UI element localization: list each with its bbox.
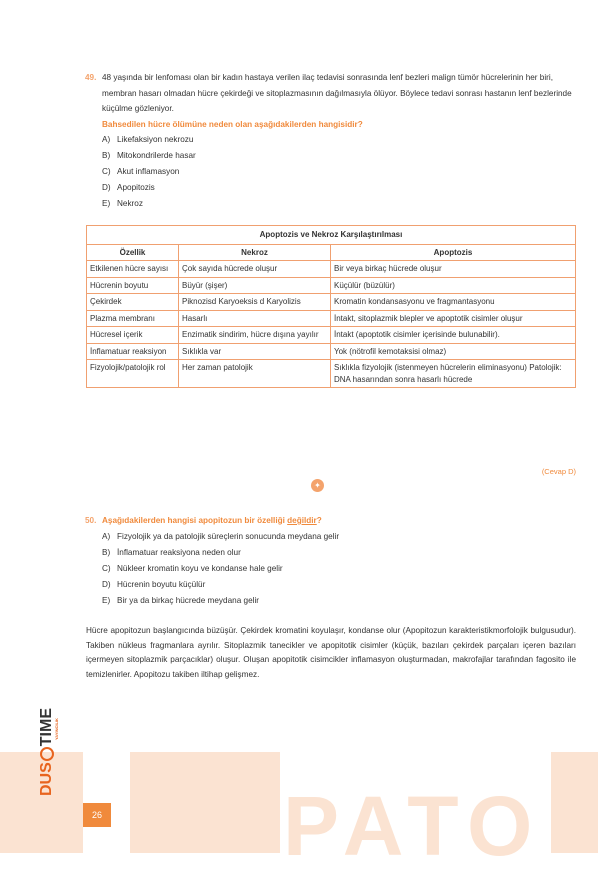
question-prompt: Aşağıdakilerden hangisi apopitozun bir özelliği değildir? bbox=[102, 516, 322, 525]
question-50 bbox=[86, 513, 576, 609]
table-cell: Fizyolojik/patolojik rol bbox=[87, 360, 179, 388]
question-number: 50. bbox=[85, 516, 97, 525]
table-cell: Kromatin kondansasyonu ve fragmantasyonu bbox=[331, 294, 576, 311]
question-prompt: Bahsedilen hücre ölümüne neden olan aşağıdakilerden hangisidir? bbox=[102, 119, 363, 129]
table-row bbox=[87, 310, 576, 327]
table-cell: Hücresel içerik bbox=[87, 327, 179, 344]
table-cell: Etkilenen hücre sayısı bbox=[87, 261, 179, 278]
footer-band-block bbox=[551, 752, 598, 853]
question-number: 49. bbox=[85, 73, 97, 82]
footer-band-block bbox=[130, 752, 280, 853]
logo-mark-icon bbox=[40, 747, 54, 761]
table-header: Nekroz bbox=[179, 244, 331, 261]
table-cell: Plazma membranı bbox=[87, 310, 179, 327]
option-a[interactable]: A) Likefaksiyon nekrozu bbox=[102, 135, 194, 144]
table-cell: Küçülür (büzülür) bbox=[331, 277, 576, 294]
logo: DUS TIME YAYINCILIK bbox=[38, 708, 59, 796]
page-number: 26 bbox=[83, 803, 111, 827]
table-cell: İnflamatuar reaksiyon bbox=[87, 343, 179, 360]
option-b[interactable]: B) İnflamatuar reaksiyona neden olur bbox=[102, 547, 241, 557]
table-cell: Sıklıkla fizyolojik (istenmeyen hücrelerin eliminasyonu) Patolojik: DNA hasarından sonra hasarlı hücrede bbox=[331, 360, 576, 388]
answer-label: (Cevap D) bbox=[541, 467, 576, 476]
table-row bbox=[87, 327, 576, 344]
table-cell: Hasarlı bbox=[179, 310, 331, 327]
option-a[interactable]: A) Fizyolojik ya da patolojik süreçlerin sonucunda meydana gelir bbox=[102, 531, 340, 541]
watermark-text: PATO bbox=[283, 779, 543, 873]
option-d[interactable]: D) Hücrenin boyutu küçülür bbox=[102, 579, 206, 589]
table-cell: Çok sayıda hücrede oluşur bbox=[179, 261, 331, 278]
options-list bbox=[102, 132, 576, 212]
table-row bbox=[87, 294, 576, 311]
comparison-table bbox=[86, 225, 576, 388]
table-cell: Bir veya birkaç hücrede oluşur bbox=[331, 261, 576, 278]
table-cell: Çekirdek bbox=[87, 294, 179, 311]
option-b[interactable]: B) Mitokondrilerde hasar bbox=[102, 151, 196, 160]
table-cell: Sıklıkla var bbox=[179, 343, 331, 360]
table-cell: Her zaman patolojik bbox=[179, 360, 331, 388]
table-cell: Yok (nötrofil kemotaksisi olmaz) bbox=[331, 343, 576, 360]
table-caption: Apoptozis ve Nekroz Karşılaştırılması bbox=[87, 226, 576, 245]
tooth-icon: ✦ bbox=[311, 479, 324, 492]
table-cell: İntakt (apoptotik cisimler içerisinde bulunabilir). bbox=[331, 327, 576, 344]
table-cell: Piknozisd Karyoeksis d Karyolizis bbox=[179, 294, 331, 311]
explanation-text: Hücre apopitozun başlangıcında büzüşür. Çekirdek kromatini koyulaşır, kondanse olur (Apopitozun karakteristikmorfolojik bulgusudur). Takiben nükleus fragmanlara ayrılır. Sitoplazmik tanecikler ve apopitotik cisimler (küçük, bazıları çekirdek parçaları içeren bazıları içermeyen sitoplazmik parçacıklar) oluşur. Oluşan apopitotik cisimcikler inflamasyon oluşturmadan, makrofajlar tarafından fagosito ile temizlenirler. Apopitozu takiben iltihap gelişmez. bbox=[86, 626, 576, 679]
option-e[interactable]: E) Nekroz bbox=[102, 199, 143, 208]
options-list bbox=[102, 529, 576, 609]
table-cell: İntakt, sitoplazmik blepler ve apoptotik cisimler oluşur bbox=[331, 310, 576, 327]
option-d[interactable]: D) Apopitozis bbox=[102, 183, 155, 192]
question-49 bbox=[86, 70, 576, 212]
table-row bbox=[87, 277, 576, 294]
table-cell: Büyür (şişer) bbox=[179, 277, 331, 294]
table-cell: Enzimatik sindirim, hücre dışına yayılır bbox=[179, 327, 331, 344]
table-row bbox=[87, 360, 576, 388]
option-c[interactable]: C) Nükleer kromatin koyu ve kondanse hale gelir bbox=[102, 563, 283, 573]
question-text: 48 yaşında bir lenfoması olan bir kadın hastaya verilen ilaç tedavisi sonrasında lenf bezleri malign tümör hücrelerinin her biri, membran hasarı olmadan hücre çekirdeği ve sitoplazmasının dağılmasıyla ölüyor. Böylece tedavi sonrası hastanın lenf bezlerinde küçülme gözleniyor. bbox=[102, 73, 572, 113]
table-cell: Hücrenin boyutu bbox=[87, 277, 179, 294]
table-row bbox=[87, 343, 576, 360]
table-row bbox=[87, 261, 576, 278]
option-e[interactable]: E) Bir ya da birkaç hücrede meydana gelir bbox=[102, 595, 259, 605]
table-header: Apoptozis bbox=[331, 244, 576, 261]
option-c[interactable]: C) Akut inflamasyon bbox=[102, 167, 180, 176]
table-header: Özellik bbox=[87, 244, 179, 261]
